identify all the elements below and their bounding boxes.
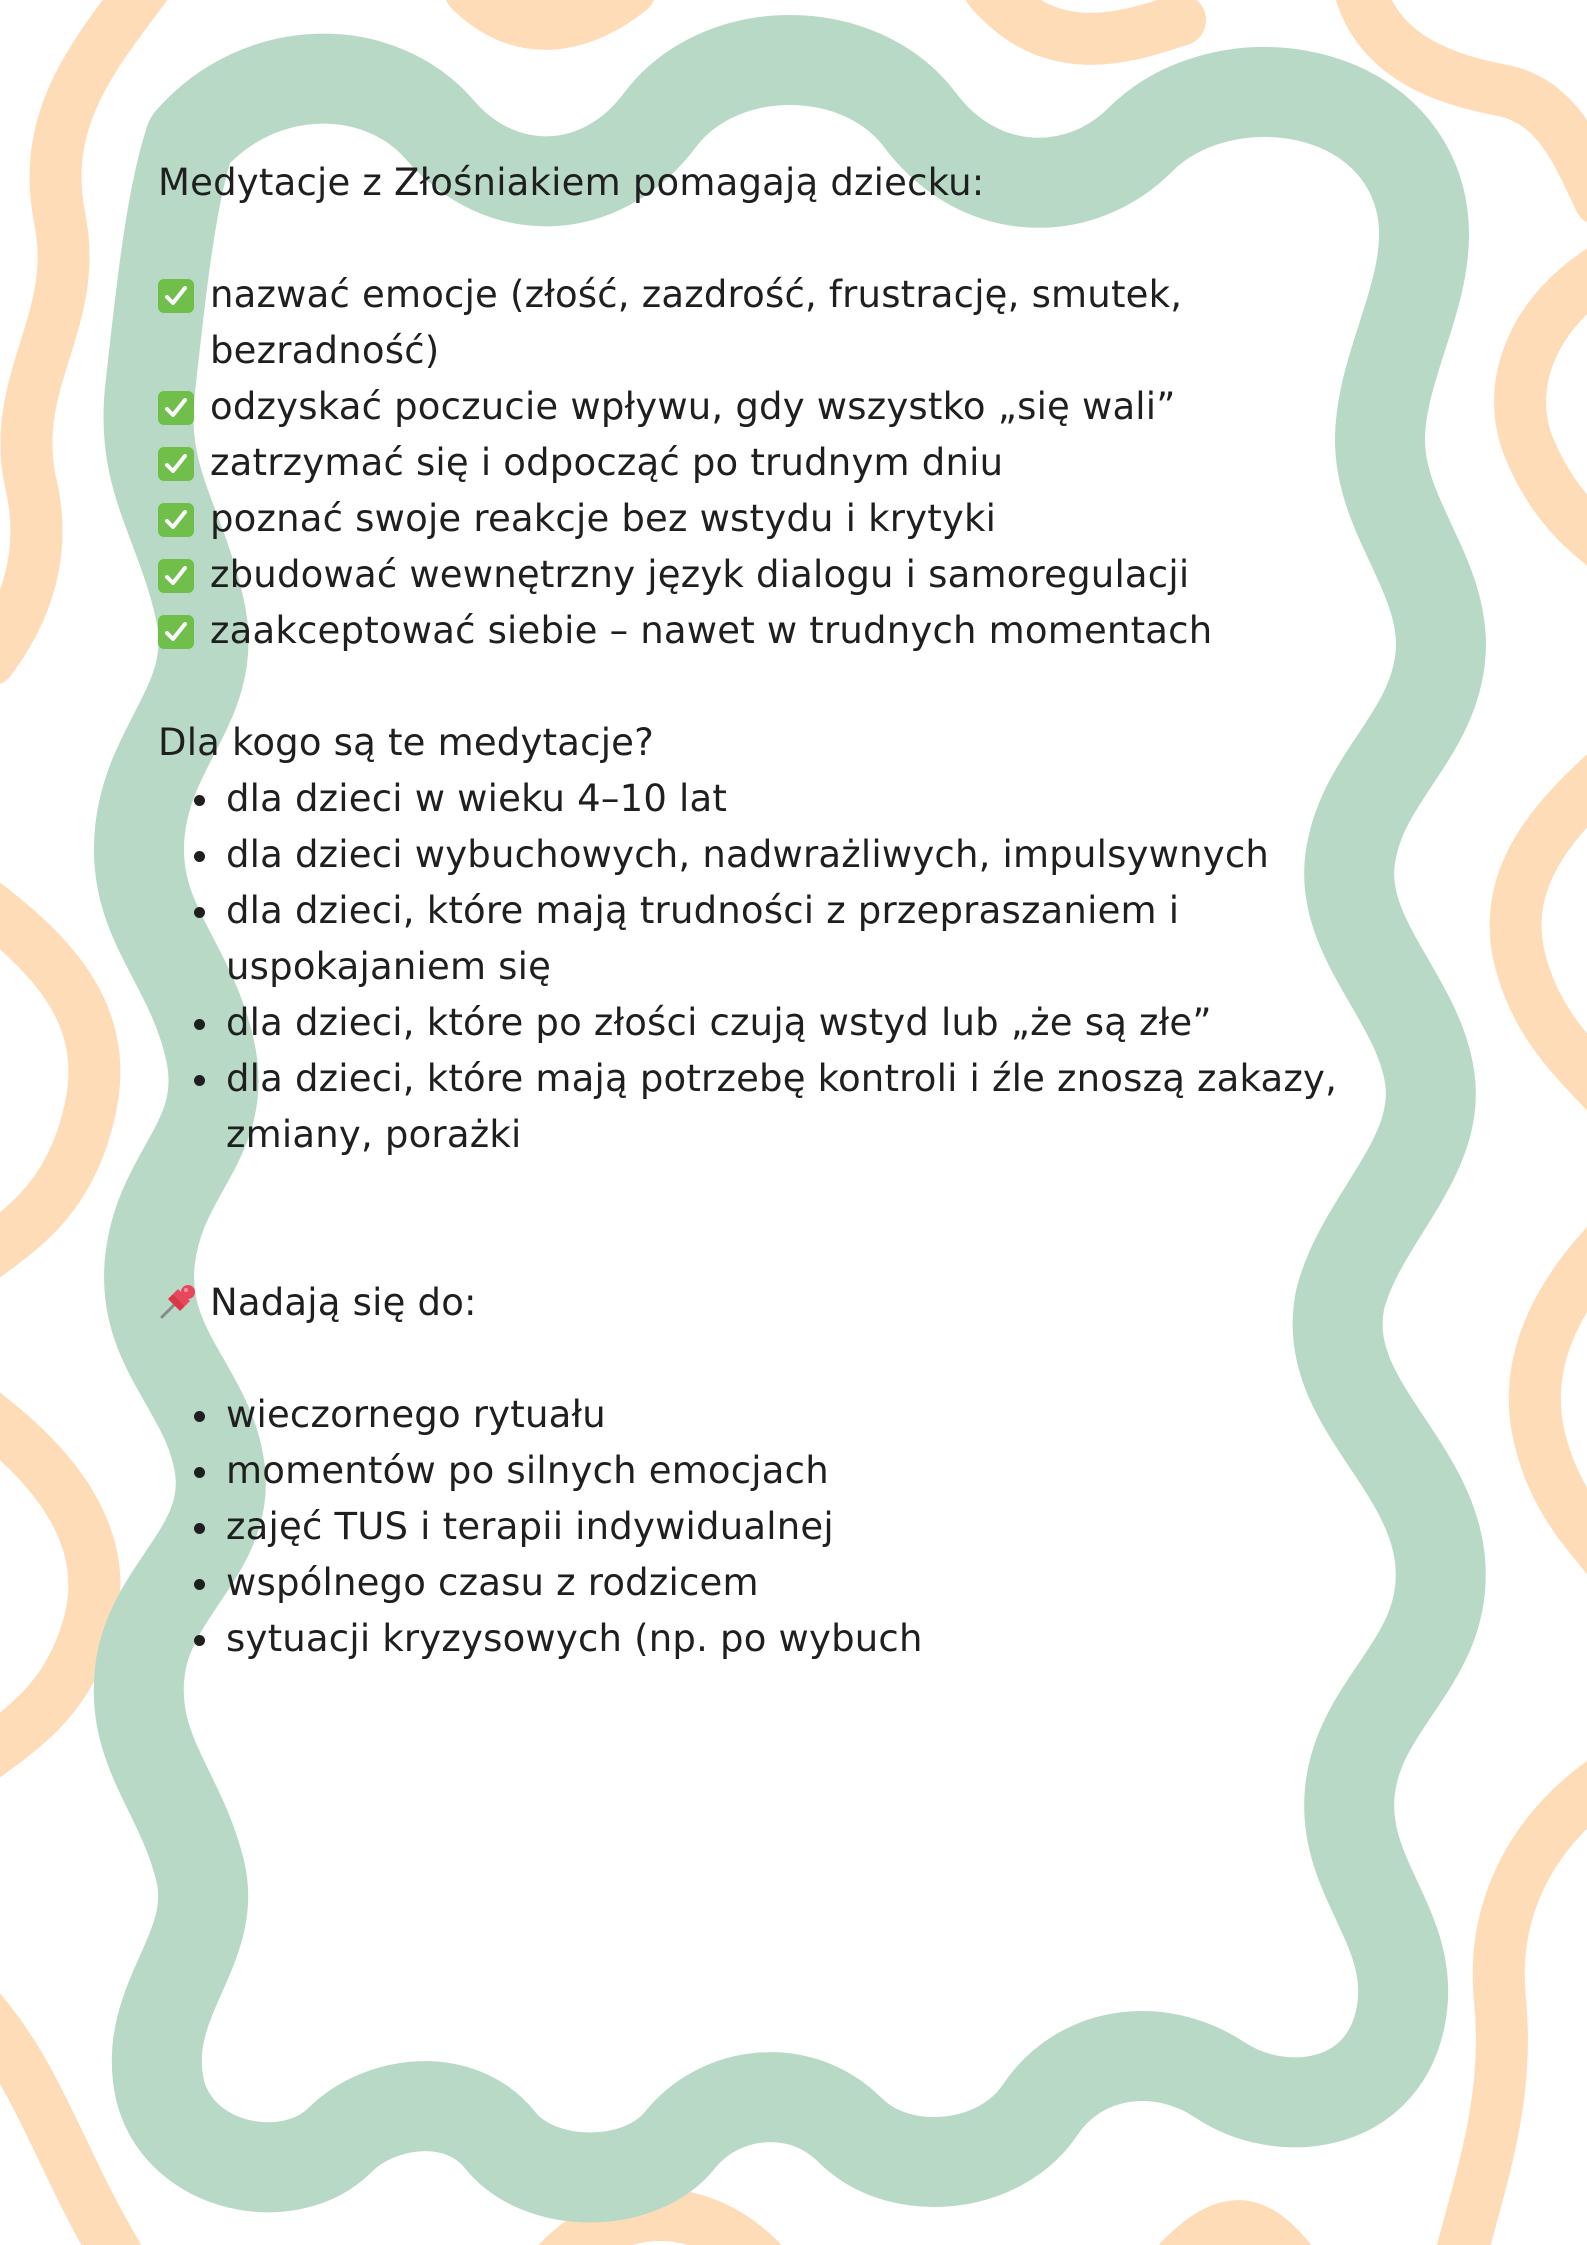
peach-wave-right-lower — [1535, 1230, 1587, 1580]
bullet-dot-icon — [194, 795, 205, 806]
peach-wave-left-mid — [0, 900, 94, 1260]
checklist-item-text: zaakceptować siebie – nawet w trudnych momentach — [210, 609, 1213, 652]
uses-list-item — [158, 1611, 1418, 1667]
audience-item-text: dla dzieci, które mają potrzebę kontroli i źle znoszą zakazy, zmiany, porażki — [226, 1057, 1338, 1156]
audience-heading: Dla kogo są te medytacje? — [158, 721, 654, 764]
check-mark-button-icon — [158, 447, 194, 481]
audience-item-text: dla dzieci w wieku 4–10 lat — [226, 777, 728, 820]
checklist-item-text: nazwać emocje (złość, zazdrość, frustrację, smutek, bezradność) — [210, 273, 1183, 372]
document-content — [158, 155, 1418, 1667]
uses-list-item — [158, 1555, 1418, 1611]
audience-list-item — [158, 1051, 1418, 1163]
uses-list — [158, 1387, 1418, 1667]
check-mark-button-icon — [158, 279, 194, 313]
check-mark-button-icon — [158, 615, 194, 649]
uses-item-text: wieczornego rytuału — [226, 1393, 606, 1436]
checklist-item — [158, 267, 1418, 379]
uses-item-text: momentów po silnych emocjach — [226, 1449, 829, 1492]
audience-list-item — [158, 827, 1418, 883]
check-mark-button-icon — [158, 559, 194, 593]
uses-heading: Nadają się do: — [210, 1281, 477, 1324]
checklist-item — [158, 435, 1418, 491]
uses-item-text: wspólnego czasu z rodzicem — [226, 1561, 759, 1604]
checklist-item — [158, 491, 1418, 547]
peach-wave-right-bottom — [1460, 1770, 1587, 2245]
checklist-item — [158, 603, 1418, 659]
bullet-dot-icon — [194, 1523, 205, 1534]
peach-wave-right-mid — [1516, 760, 1587, 1110]
checklist-item-text: poznać swoje reakcje bez wstydu i krytyki — [210, 497, 997, 540]
uses-list-item — [158, 1443, 1418, 1499]
peach-wave-top-center — [470, 0, 630, 24]
intro-text: Medytacje z Złośniakiem pomagają dziecku: — [158, 161, 985, 204]
check-mark-button-icon — [158, 503, 194, 537]
bullet-dot-icon — [194, 851, 205, 862]
bullet-dot-icon — [194, 1579, 205, 1590]
checklist-item-text: zbudować wewnętrzny język dialogu i samoregulacji — [210, 553, 1190, 596]
uses-item-text: zajęć TUS i terapii indywidualnej — [226, 1505, 834, 1548]
audience-list-item — [158, 883, 1418, 995]
check-mark-button-icon — [158, 391, 194, 425]
checklist-item-text: odzyskać poczucie wpływu, gdy wszystko „się wali” — [210, 385, 1176, 428]
uses-heading-line — [158, 1275, 1418, 1331]
bullet-dot-icon — [194, 907, 205, 918]
benefits-checklist — [158, 267, 1418, 659]
uses-item-text: sytuacji kryzysowych (np. po wybuch — [226, 1617, 923, 1660]
bullet-dot-icon — [194, 1075, 205, 1086]
audience-list-item — [158, 995, 1418, 1051]
peach-wave-right-upper — [1520, 260, 1587, 560]
audience-item-text: dla dzieci, które mają trudności z przepraszaniem i uspokajaniem się — [226, 889, 1180, 988]
bullet-dot-icon — [194, 1635, 205, 1646]
peach-wave-left-lower — [0, 1410, 94, 1760]
uses-list-item — [158, 1387, 1418, 1443]
audience-item-text: dla dzieci wybuchowych, nadwrażliwych, impulsywnych — [226, 833, 1270, 876]
bullet-dot-icon — [194, 1467, 205, 1478]
uses-list-item — [158, 1499, 1418, 1555]
audience-list-item — [158, 771, 1418, 827]
checklist-item — [158, 379, 1418, 435]
bullet-dot-icon — [194, 1411, 205, 1422]
peach-wave-bottom-right — [1180, 2226, 1290, 2245]
audience-item-text: dla dzieci, które po złości czują wstyd lub „że są złe” — [226, 1001, 1212, 1044]
peach-wave-bottom-left — [0, 2010, 120, 2245]
pushpin-icon — [158, 1281, 198, 1337]
audience-list — [158, 771, 1418, 1163]
peach-wave-top-right-a — [990, 0, 1180, 39]
checklist-item-text: zatrzymać się i odpocząć po trudnym dniu — [210, 441, 1004, 484]
bullet-dot-icon — [194, 1019, 205, 1030]
checklist-item — [158, 547, 1418, 603]
